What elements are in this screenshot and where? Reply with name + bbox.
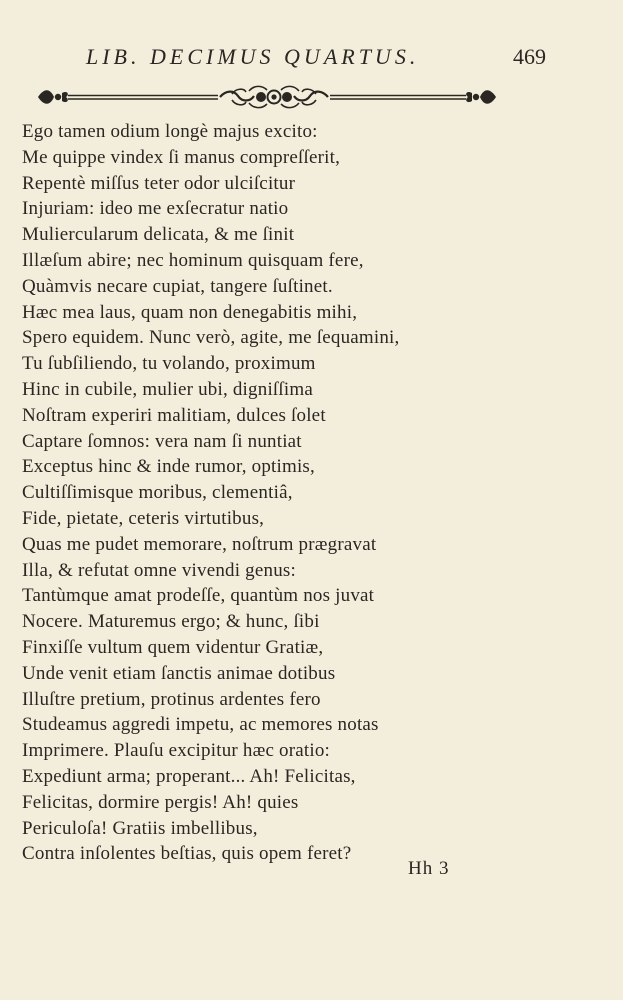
running-head — [86, 40, 546, 80]
verse-line: Unde venit etiam ſanctis animae dotibus — [22, 662, 336, 684]
verse-line: Felicitas, dormire pergis! Ah! quies — [22, 791, 299, 813]
verse-line: Captare ſomnos: vera nam ſi nuntiat — [22, 430, 302, 452]
verse-line: Me quippe vindex ſi manus compreſſerit, — [22, 146, 341, 168]
verse-line: Illæſum abire; nec hominum quisquam fere, — [22, 249, 364, 271]
verse-line: Quàmvis necare cupiat, tangere ſuſtinet. — [22, 275, 333, 297]
page-number: 469 — [513, 44, 546, 69]
running-title: LIB. DECIMUS QUARTUS. — [86, 44, 420, 69]
verse-line: Imprimere. Plauſu excipitur hæc oratio: — [22, 740, 331, 762]
verse-line: Quas me pudet memorare, noſtrum prægravat — [22, 533, 377, 555]
verse-line: Fide, pietate, ceteris virtutibus, — [22, 507, 265, 529]
verse-line: Illuſtre pretium, protinus ardentes fero — [22, 688, 321, 710]
verse-line: Muliercularum delicata, & me ſinit — [22, 224, 295, 246]
verse-line: Cultiſſimisque moribus, clementiâ, — [22, 482, 293, 504]
signature-mark: Hh 3 — [408, 858, 450, 879]
verse-line: Noſtram experiri malitiam, dulces ſolet — [22, 404, 326, 426]
verse-line: Contra inſolentes beſtias, quis opem feret? — [22, 843, 352, 865]
verse-line: Ego tamen odium longè majus excito: — [22, 121, 318, 142]
verse-line: Hinc in cubile, mulier ubi, digniſſima — [22, 378, 313, 400]
verse-line: Expediunt arma; properant... Ah! Felicitas, — [22, 765, 356, 787]
verse-line: Tu ſubſiliendo, tu volando, proximum — [22, 353, 316, 375]
printer-ornament-rule-icon — [36, 82, 498, 112]
verse-line: Repentè miſſus teter odor ulciſcitur — [22, 172, 296, 194]
verse-line: Hæc mea laus, quam non denegabitis mihi, — [22, 301, 358, 323]
verse-line: Studeamus aggredi impetu, ac memores notas — [22, 714, 379, 736]
verse-text — [22, 119, 582, 867]
verse-line: Tantùmque amat prodeſſe, quantùm nos juvat — [22, 585, 375, 607]
verse-line: Nocere. Maturemus ergo; & hunc, ſibi — [22, 611, 320, 633]
verse-line: Periculoſa! Gratiis imbellibus, — [22, 817, 258, 839]
verse-line: Injuriam: ideo me exſecratur natio — [22, 198, 289, 220]
verse-line: Illa, & refutat omne vivendi genus: — [22, 559, 296, 581]
verse-line: Spero equidem. Nunc verò, agite, me ſequamini, — [22, 327, 400, 349]
verse-line: Exceptus hinc & inde rumor, optimis, — [22, 456, 315, 478]
verse-line: Finxiſſe vultum quem videntur Gratiæ, — [22, 636, 324, 658]
